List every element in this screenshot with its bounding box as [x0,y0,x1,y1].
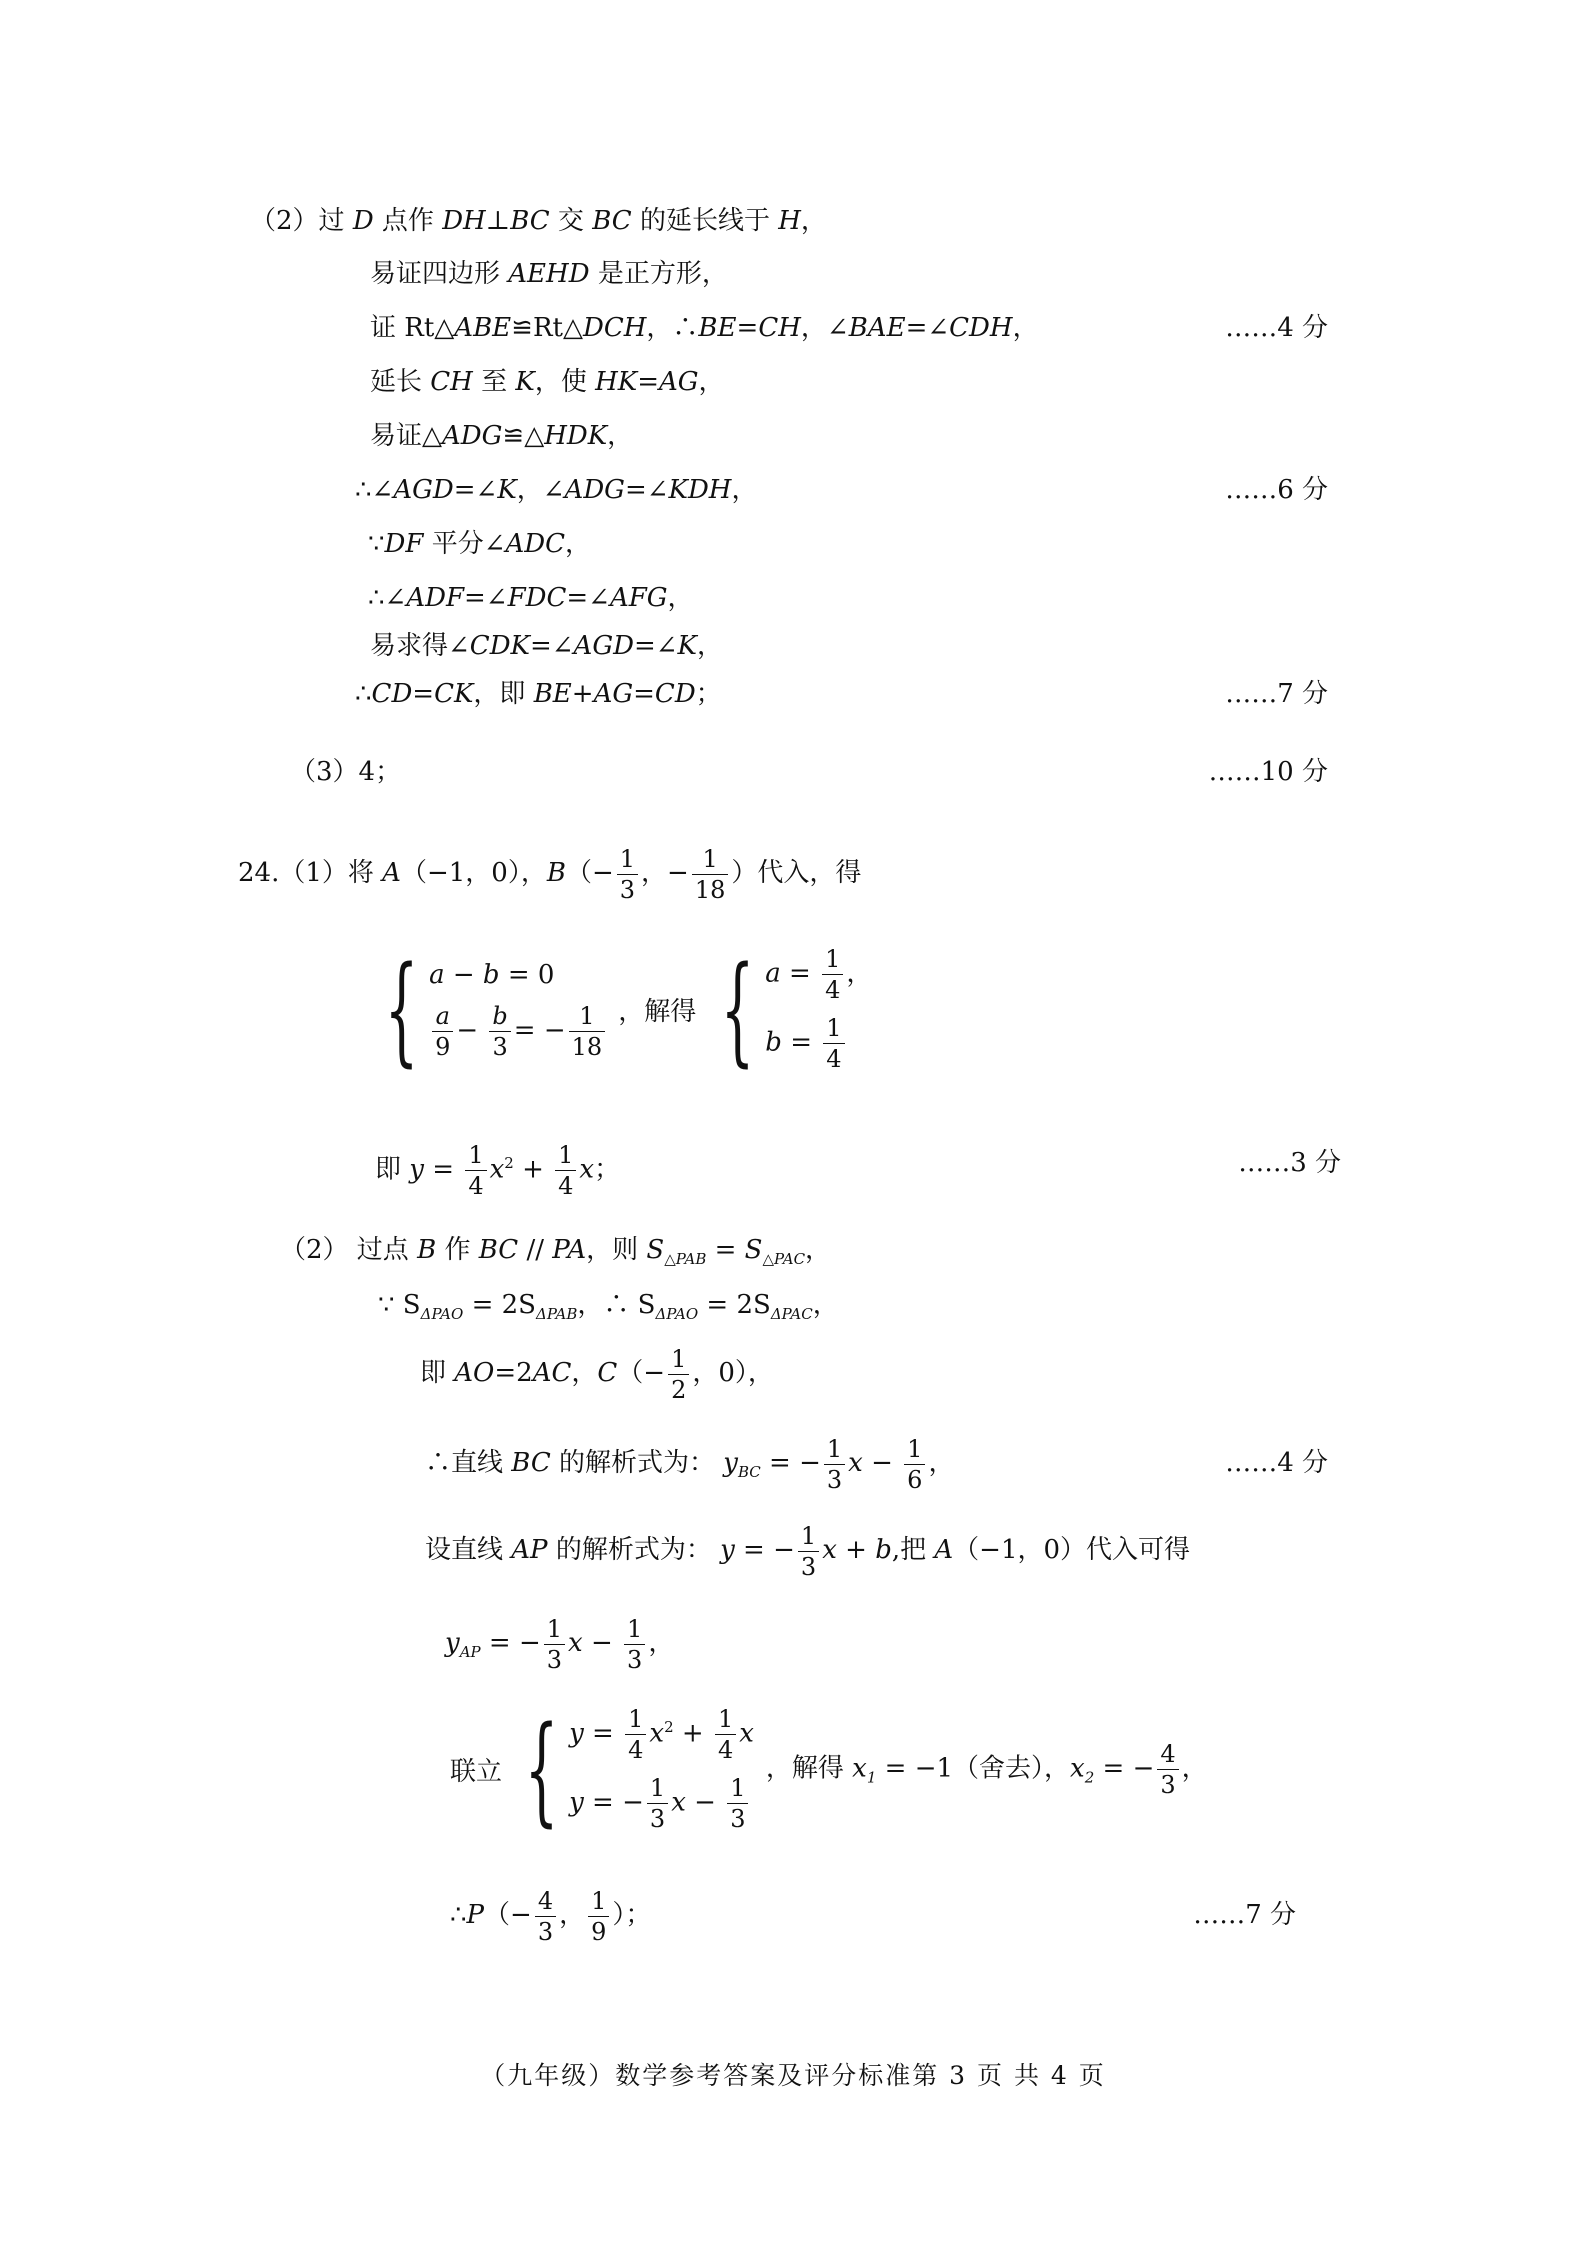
p23-score-3: ……7 分 [1225,679,1328,709]
p24-line-bc: ∴直线 BC 的解析式为： $y_{BC}$ = − $\frac{1}{3}$ x − $\frac{1}{6}$ ， [425,1434,955,1494]
p23-line-2: 易证四边形 AEHD 是正方形， [370,259,728,289]
p24-line-head: 24.（1）将 A（−1，0），B（− $\frac{1}{3}$ ，− $\frac{1}{18}$ ）代入，得 [238,844,862,904]
page-footer: （九年级）数学参考答案及评分标准第 3 页 共 4 页 [480,2061,1106,2090]
p24-line-ao: 即 AO=2AC，C（− $\frac{1}{2}$ ，0）， [420,1344,774,1404]
p23-score-1: ……4 分 [1225,313,1328,343]
p23-score-2: ……6 分 [1225,475,1328,505]
p24-part-2: （2） 过点 B 作 BC // PA，则 $S_{\triangle PAB} = S_{\triangle PAC}$， [280,1235,832,1269]
p23-line-8: ∴∠ADF=∠FDC=∠AFG， [368,583,694,613]
p23-line-1: （2）过 D 点作 DH⊥BC 交 BC 的延长线于 H， [250,206,827,236]
p23-line-10: ∴CD=CK，即 BE+AG=CD； [355,679,722,709]
p23-line-4: 延长 CH 至 K，使 HK=AG， [370,367,725,397]
p23-part-3: （3）4； [290,757,402,787]
p24-line-ap: 设直线 AP 的解析式为： y = − $\frac{1}{3}$ x + b,把 A（−1，0）代入可得 [425,1521,1191,1581]
p24-line-area: ∵ $S_{\Delta PAO} = 2S_{\Delta PAB}$，∴ $S_{\Delta PAO} = 2S_{\Delta PAC}$， [378,1290,839,1324]
p23-line-7: ∵DF 平分∠ADC， [368,529,592,559]
p24-line-y: 即 y = $\frac{1}{4}$ $x^2$ + $\frac{1}{4}$ x； [375,1141,621,1201]
p24-line-p: ∴P（− $\frac{4}{3}$ ， $\frac{1}{9}$ ）； [450,1886,652,1946]
p24-score-1: ……3 分 [1238,1148,1341,1178]
p24-score-3: ……7 分 [1193,1900,1296,1930]
p24-score-2: ……4 分 [1225,1448,1328,1478]
p23-line-9: 易求得∠CDK=∠AGD=∠K， [370,631,723,661]
p24-line-yap: $y_{AP}$ = − $\frac{1}{3}$ x − $\frac{1}{3}$ ， [445,1614,675,1674]
p23-line-3: 证 Rt△ABE≌Rt△DCH，∴BE=CH，∠BAE=∠CDH， [370,313,1039,343]
p24-system-1: { a − b = 0 $\frac{a}{9}$ − $\frac{b}{3}$ = − $\frac{1}{18}$ ，解得 { a = $\frac{1}{4}$ ， b = $\frac{1}{4}$ [384,940,873,1078]
p24-system-2: 联立 { y = $\frac{1}{4}$ $x^2$ + $\frac{1}{4}$ x y = − $\frac{1}{3}$ x − $\frac{1}{3}$ ，解得 $x_1 = -1$（舍去），$x_2$ = − $\frac{4}{3}$ ， [450,1700,1208,1838]
p23-line-5: 易证△ADG≌△HDK， [370,421,634,451]
p23-score-4: ……10 分 [1208,757,1328,787]
p23-line-6: ∴∠AGD=∠K，∠ADG=∠KDH， [355,475,758,505]
